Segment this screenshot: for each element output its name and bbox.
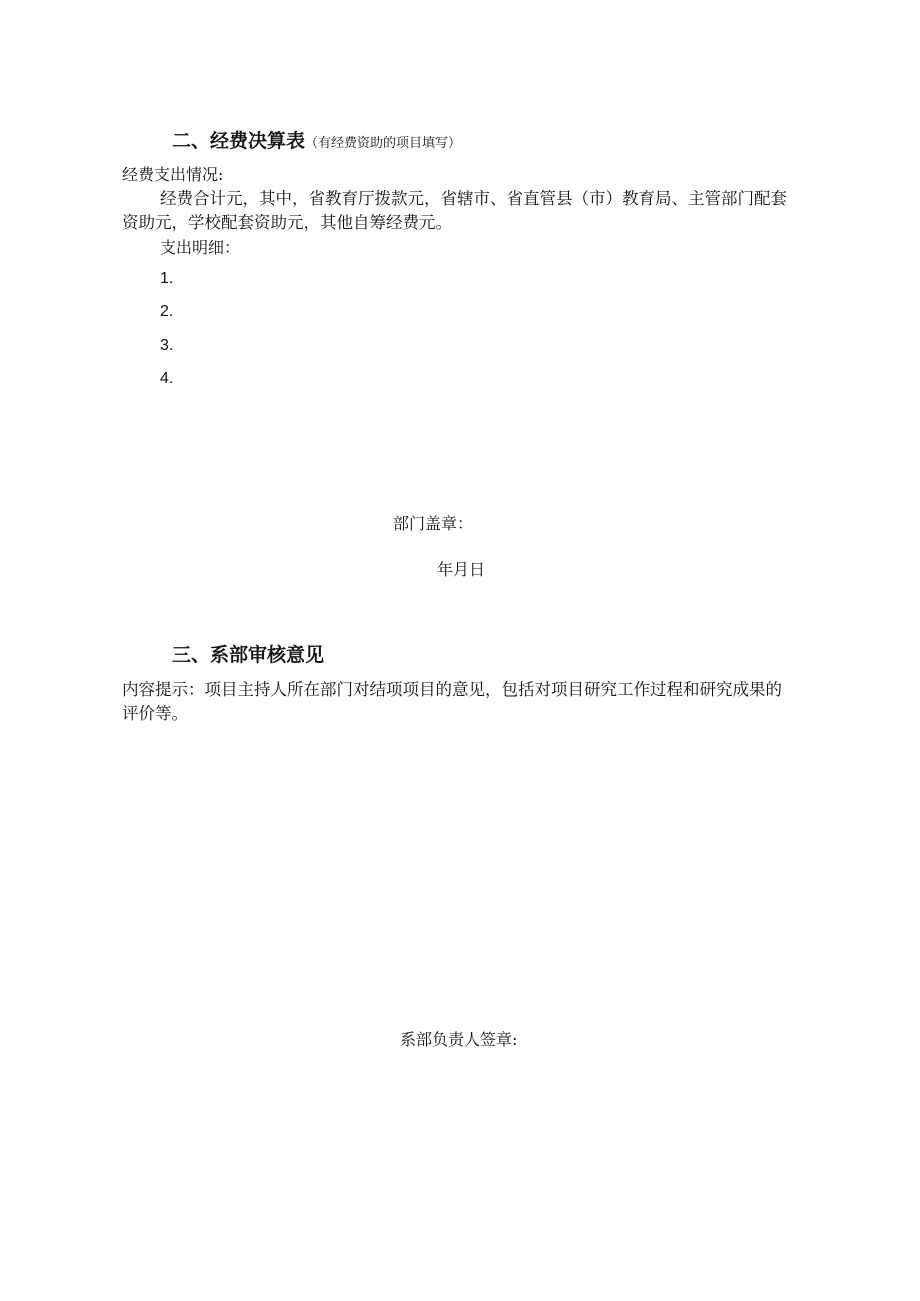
signature-label: 系部负责人签章: (400, 1030, 518, 1049)
detail-item-1: 1. (160, 270, 174, 287)
spending-label: 经费支出情况: (122, 165, 224, 184)
section2-note: （有经费资助的项目填写） (305, 136, 462, 151)
detail-item-2: 2. (160, 303, 174, 320)
detail-item-3: 3. (160, 337, 174, 354)
spending-text: 经费合计元，其中，省教育厅拨款元，省辖市、省直管县（市）教育局、主管部门配套资助元，学校配套资助元，其他自筹经费元。 (122, 189, 787, 232)
detail-item-4: 4. (160, 370, 174, 387)
section3-hint: 内容提示：项目主持人所在部门对结项项目的意见，包括对项目研究工作过程和研究成果的评价等。 (122, 680, 782, 723)
section2-title: 二、经费决算表 (172, 130, 306, 152)
detail-label: 支出明细： (160, 238, 241, 257)
section2-heading (172, 126, 461, 153)
date-label: 年月日 (437, 560, 486, 579)
section3-title: 三、系部审核意见 (172, 644, 325, 666)
stamp-label: 部门盖章： (393, 514, 474, 533)
